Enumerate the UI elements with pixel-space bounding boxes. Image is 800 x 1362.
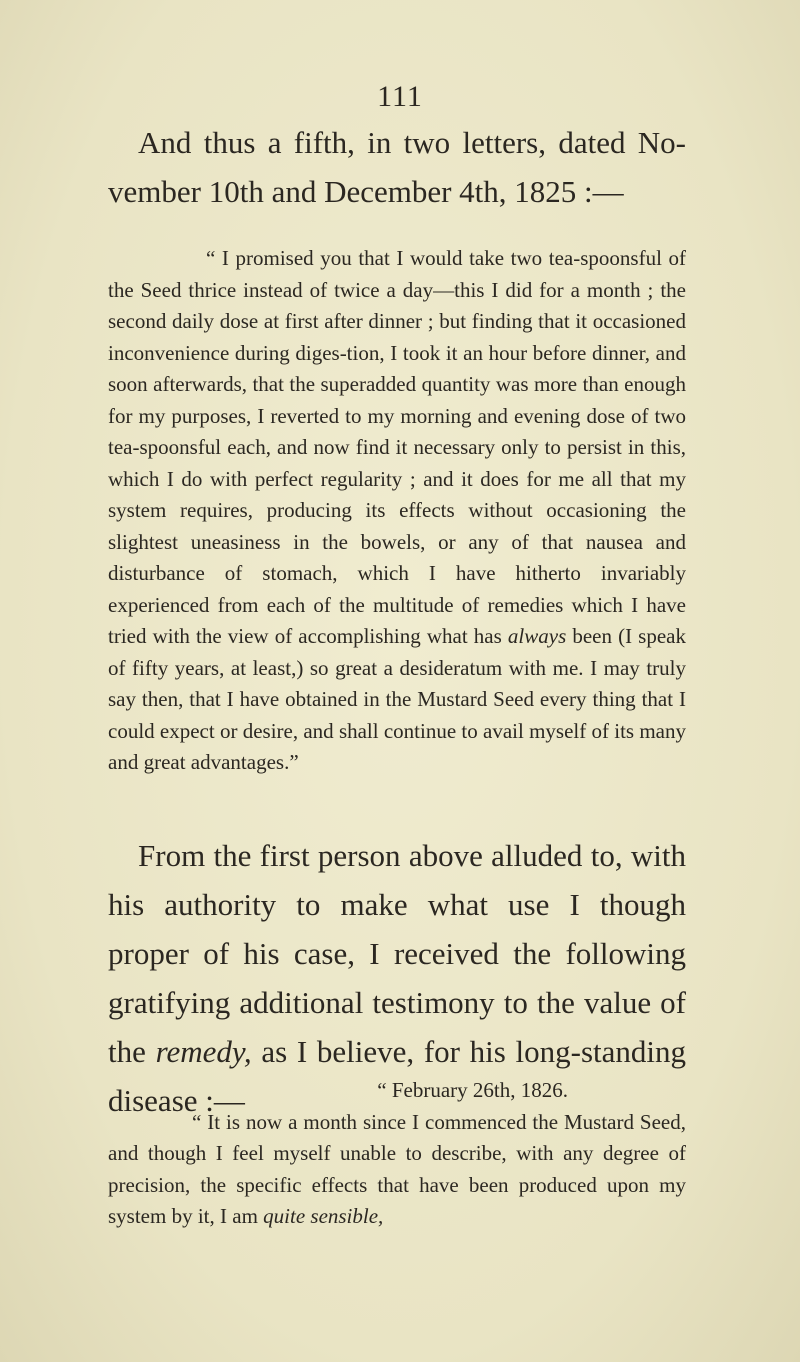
intro-paragraph [108, 118, 686, 216]
letter-one-part2: been (I speak of fifty years, at least,) so great a desideratum with me. I may truly say then, that I have obtained in the Mustard Seed every thing that I could expect or desire, and shall continue to avail myself of its many and great advantages.” [108, 624, 686, 774]
letter-two-italic: quite sensible, [263, 1204, 384, 1228]
letter-two-dateline: “ February 26th, 1826. [377, 1078, 568, 1102]
second-paragraph-part1: From the first person above alluded to, with his authority to make what use I though proper of his case, I received the following gratifying additional testimony to the value of the [108, 838, 686, 1069]
letter-two [108, 1075, 686, 1233]
page-number: 111 [377, 80, 423, 113]
intro-text: And thus a fifth, in two letters, dated No-vember 10th and December 4th, 1825 :— [108, 125, 686, 209]
second-paragraph-part2: as I believe, for his long-standing disease :— [108, 1034, 686, 1118]
second-paragraph-italic: remedy, [155, 1034, 252, 1069]
letter-two-text [108, 1107, 686, 1233]
letter-one [108, 243, 686, 779]
letter-one-text [108, 243, 686, 779]
letter-one-italic: always [507, 624, 567, 648]
letter-two-part1: “ It is now a month since I commenced the Mustard Seed, and though I feel myself unable to describe, with any degree of precision, the specific effects that have been produced upon my system by it, I am [108, 1109, 686, 1228]
letter-one-part1: “ I promised you that I would take two tea-spoonsful of the Seed thrice instead of twice a day—this I did for a month ; the second daily dose at first after dinner ; but finding that it occasioned inconvenience during diges-tion, I took it an hour before dinner, and soon afterwards, that the superadded quantity was more than enough for my purposes, I reverted to my morning and evening dose of two tea-spoonsful each, and now find it necessary only to persist in this, which I do with perfect regularity ; and it does for me all that my system requires, producing its effects without occasioning the slightest uneasiness in the bowels, or any of that nausea and disturbance of stomach, which I have hitherto invariably experienced from each of the multitude of remedies which I have tried with the view of accomplishing what has [108, 246, 686, 648]
